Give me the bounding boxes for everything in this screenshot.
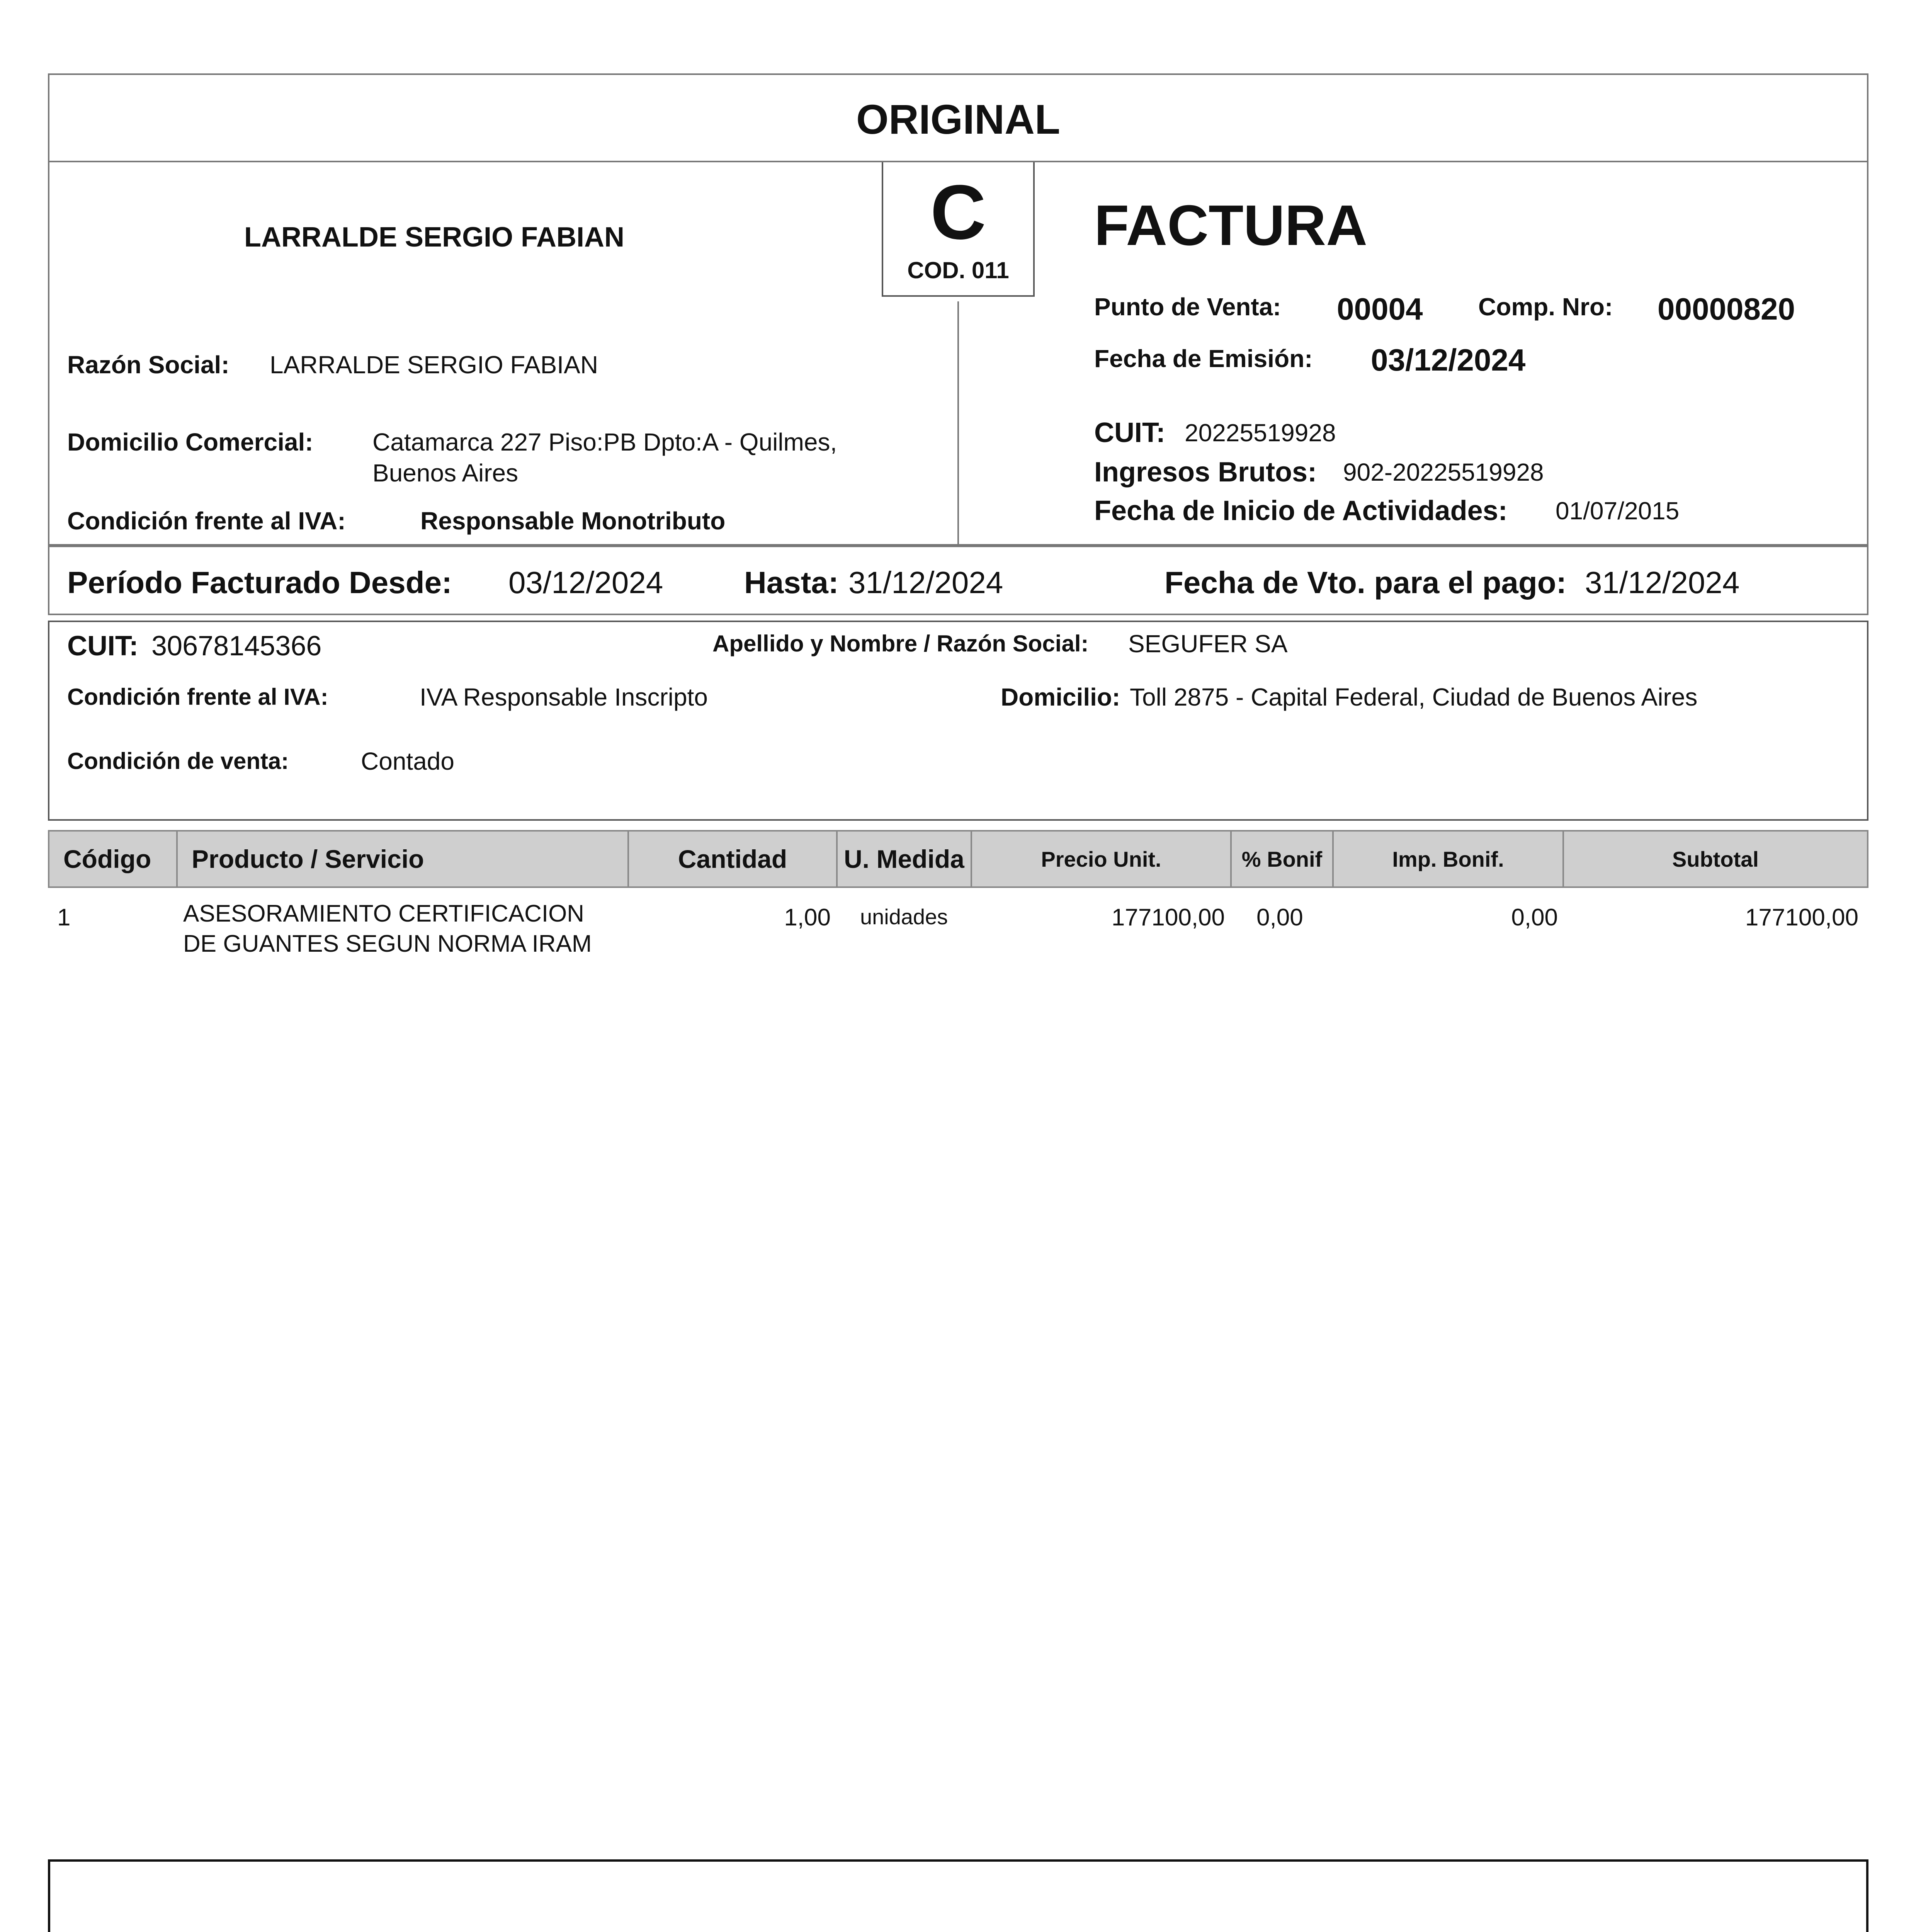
row-precio: 177100,00 <box>1111 904 1225 931</box>
issuer-domicilio-line2: Buenos Aires <box>372 459 519 487</box>
ingresos-brutos-value: 902-20225519928 <box>1343 458 1544 486</box>
th-bonif-imp: Imp. Bonif. <box>1332 830 1564 888</box>
client-cuit-label: CUIT: <box>67 631 138 662</box>
th-cantidad: Cantidad <box>627 830 838 888</box>
period-hasta-label: Hasta: <box>744 565 839 600</box>
issuer-iva-value: Responsable Monotributo <box>420 507 726 535</box>
th-subtotal: Subtotal <box>1562 830 1868 888</box>
copy-label: ORIGINAL <box>856 96 1060 143</box>
issuer-domicilio-label: Domicilio Comercial: <box>67 428 313 456</box>
inicio-actividades-label: Fecha de Inicio de Actividades: <box>1094 495 1508 526</box>
client-nombre-value: SEGUFER SA <box>1128 630 1288 658</box>
client-iva-value: IVA Responsable Inscripto <box>420 683 708 711</box>
th-codigo: Código <box>48 830 178 888</box>
row-medida: unidades <box>860 905 948 929</box>
issuer-cuit-label: CUIT: <box>1094 417 1165 448</box>
th-medida: U. Medida <box>836 830 972 888</box>
issuer-iva-label: Condición frente al IVA: <box>67 507 346 535</box>
row-cantidad: 1,00 <box>784 904 831 931</box>
totals-box <box>48 1859 1868 1932</box>
ingresos-brutos-label: Ingresos Brutos: <box>1094 457 1317 488</box>
client-domicilio-label: Domicilio: <box>1001 683 1120 711</box>
th-precio: Precio Unit. <box>971 830 1232 888</box>
issuer-razon-value: LARRALDE SERGIO FABIAN <box>270 351 598 379</box>
fecha-emision-value: 03/12/2024 <box>1371 343 1526 377</box>
period-desde-label: Período Facturado Desde: <box>67 565 452 600</box>
issuer-name: LARRALDE SERGIO FABIAN <box>244 222 625 253</box>
period-vto-value: 31/12/2024 <box>1585 565 1740 600</box>
row-bonif-imp: 0,00 <box>1511 904 1558 931</box>
period-hasta-value: 31/12/2024 <box>848 565 1003 600</box>
fecha-emision-label: Fecha de Emisión: <box>1094 345 1313 372</box>
comp-nro-value: 00000820 <box>1658 292 1795 326</box>
punto-venta-value: 00004 <box>1337 292 1423 326</box>
client-nombre-label: Apellido y Nombre / Razón Social: <box>712 631 1089 656</box>
issuer-cuit-value: 20225519928 <box>1185 419 1336 447</box>
client-iva-label: Condición frente al IVA: <box>67 684 328 710</box>
client-venta-value: Contado <box>361 747 454 775</box>
row-codigo: 1 <box>57 904 71 931</box>
th-bonif-pct: % Bonif <box>1230 830 1334 888</box>
punto-venta-label: Punto de Venta: <box>1094 293 1281 321</box>
invoice-letter: C <box>930 169 986 255</box>
client-venta-label: Condición de venta: <box>67 748 289 774</box>
issuer-razon-label: Razón Social: <box>67 351 230 379</box>
issuer-divider <box>957 301 959 546</box>
row-producto-line2: DE GUANTES SEGUN NORMA IRAM <box>183 930 592 957</box>
th-producto: Producto / Servicio <box>176 830 629 888</box>
comp-nro-label: Comp. Nro: <box>1478 293 1613 321</box>
period-vto-label: Fecha de Vto. para el pago: <box>1165 565 1567 600</box>
period-desde-value: 03/12/2024 <box>508 565 663 600</box>
row-bonif-pct: 0,00 <box>1256 904 1303 931</box>
issuer-domicilio-line1: Catamarca 227 Piso:PB Dpto:A - Quilmes, <box>372 428 837 456</box>
client-cuit-value: 30678145366 <box>151 631 322 662</box>
invoice-title: FACTURA <box>1094 194 1368 257</box>
row-subtotal: 177100,00 <box>1745 904 1858 931</box>
inicio-actividades-value: 01/07/2015 <box>1556 497 1680 525</box>
invoice-letter-box <box>882 162 1035 297</box>
invoice-code: COD. 011 <box>907 257 1009 283</box>
row-producto-line1: ASESORAMIENTO CERTIFICACION <box>183 900 585 927</box>
client-domicilio-value: Toll 2875 - Capital Federal, Ciudad de Buenos Aires <box>1130 683 1698 711</box>
